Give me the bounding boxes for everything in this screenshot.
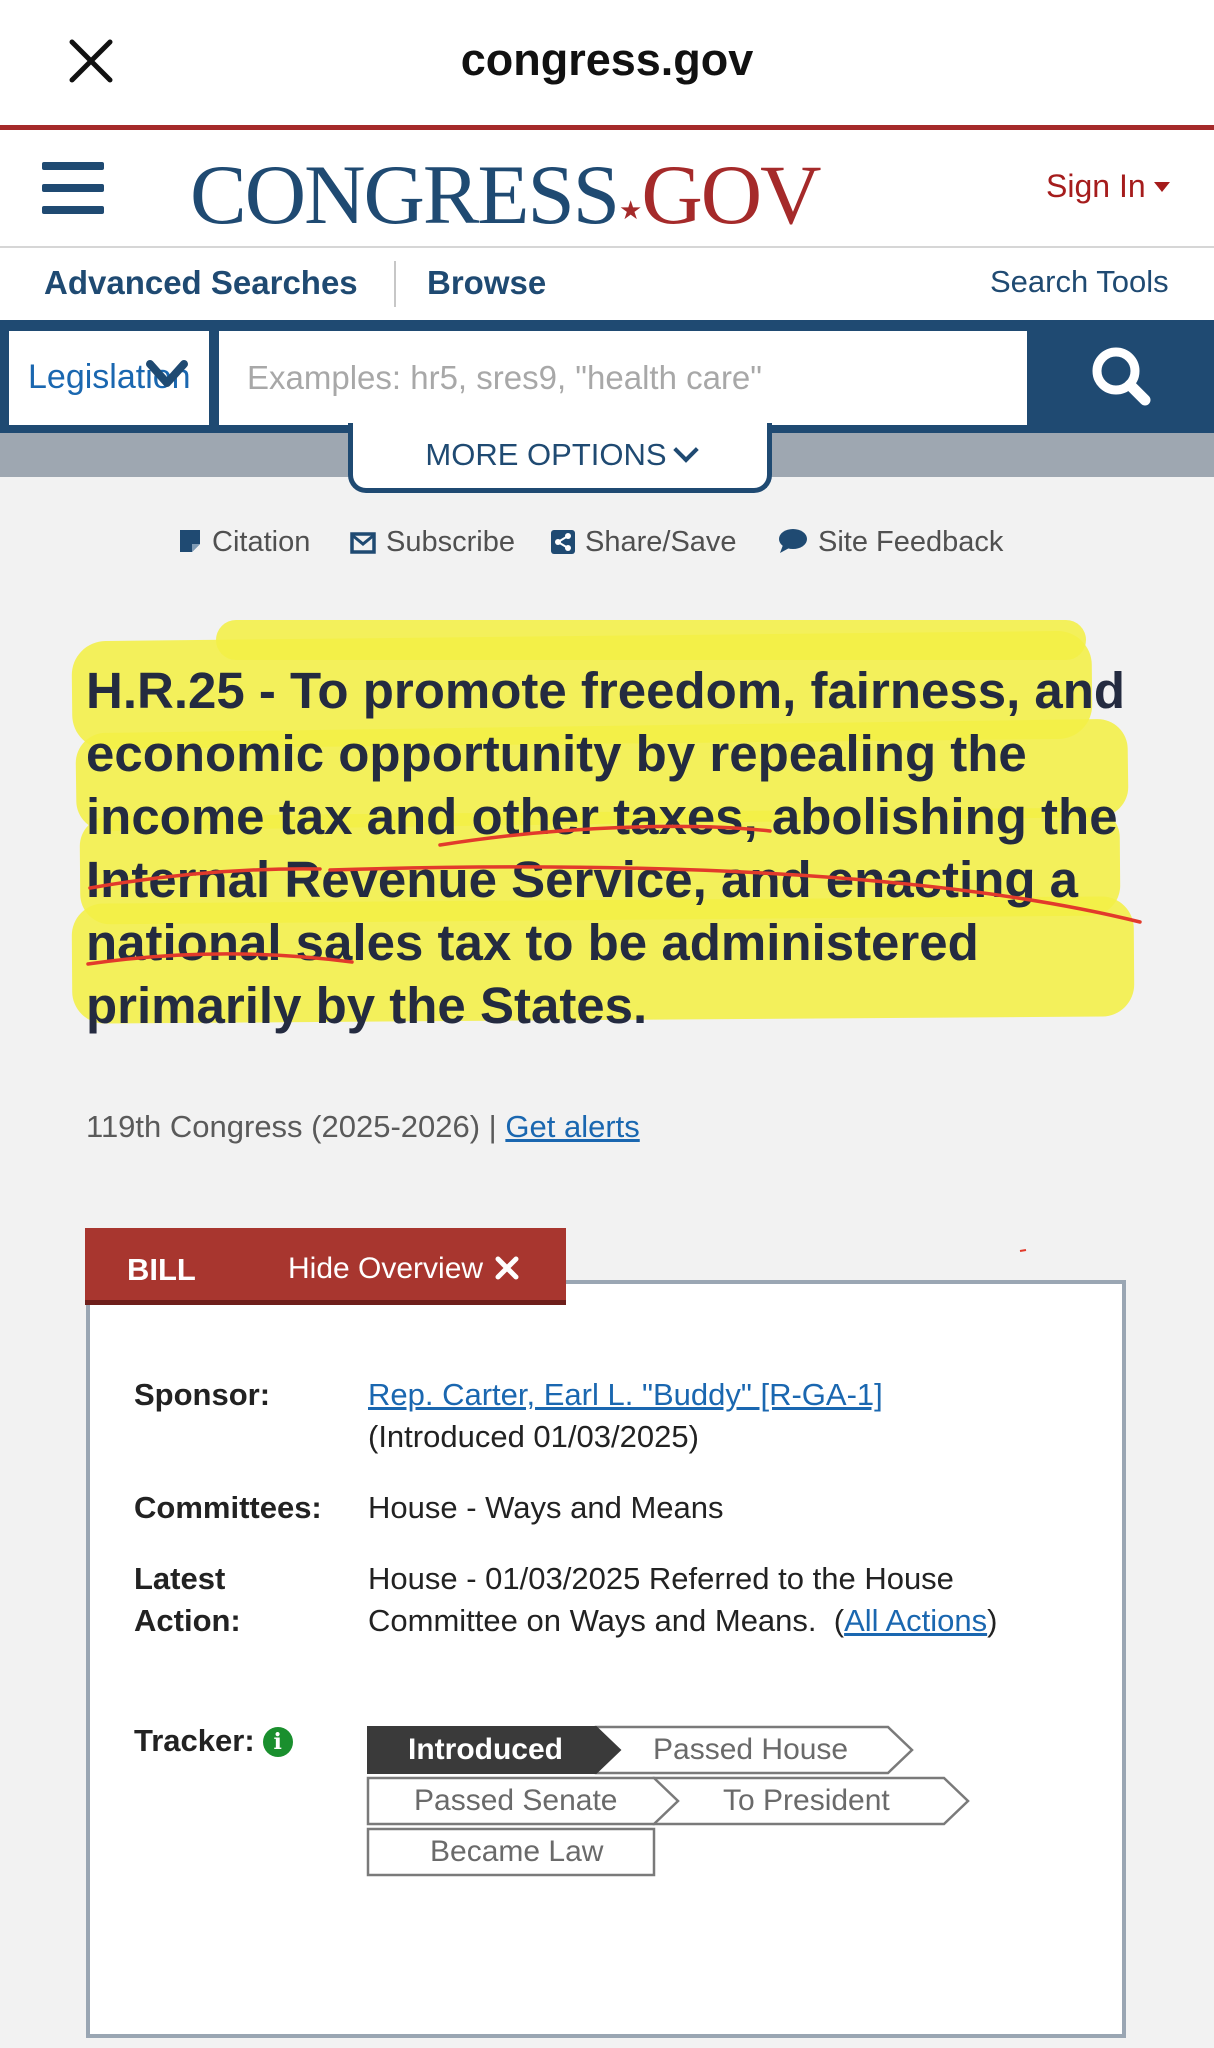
all-actions-link[interactable]: All Actions [844,1603,988,1638]
tracker-step-label: Passed Senate [414,1784,618,1817]
menu-icon[interactable] [42,162,104,214]
tracker-step-label: To President [723,1784,890,1817]
latest-action-label: Latest Action: [134,1561,241,1638]
caret-down-icon [1154,182,1170,192]
speech-bubble-icon [778,528,808,554]
envelope-icon [350,532,376,554]
latest-action-value: House - 01/03/2025 Referred to the House Committee on Ways and Means. (All Actions) [368,1561,998,1638]
congress-session: 119th Congress (2025-2026) | Get alerts [86,1109,640,1144]
tracker-step-label: Passed House [653,1733,849,1766]
search-icon[interactable] [1030,322,1214,432]
star-icon: ★ [619,196,641,225]
share-save-button[interactable]: Share/Save [551,526,737,559]
committees-value: House - Ways and Means [368,1490,724,1525]
advanced-searches-link[interactable]: Advanced Searches [44,264,358,301]
citation-icon [178,528,202,554]
tracker-step-label: Became Law [430,1835,604,1868]
sponsor-value: Rep. Carter, Earl L. "Buddy" [R-GA-1] (Introduced 01/03/2025) [368,1377,883,1454]
search-input[interactable] [219,331,1027,425]
committees-label: Committees: [134,1490,322,1525]
get-alerts-link[interactable]: Get alerts [505,1109,640,1144]
sponsor-label: Sponsor: [134,1377,271,1412]
bill-tab-label: BILL [127,1252,196,1287]
site-feedback-button[interactable]: Site Feedback [778,526,1003,559]
highlight-mark [216,620,1086,660]
info-icon[interactable]: i [263,1727,293,1757]
citation-button[interactable]: Citation [178,526,310,559]
collection-select-value: Legislation [28,358,191,396]
subscribe-button[interactable]: Subscribe [350,526,515,559]
tracker-step-label: Introduced [408,1733,563,1766]
chevron-down-icon [673,437,698,462]
more-options-button[interactable]: MORE OPTIONS [348,423,772,493]
sign-in-button[interactable]: Sign In [1046,168,1170,205]
sponsor-link[interactable]: Rep. Carter, Earl L. "Buddy" [R-GA-1] [368,1377,883,1412]
chevron-down-icon [145,356,189,392]
hide-overview-button[interactable]: Hide Overview [288,1252,519,1286]
site-logo[interactable]: CONGRESS★GOV [190,148,820,242]
browser-url: congress.gov [460,34,754,85]
share-icon [551,530,575,554]
bill-title: H.R.25 - To promote freedom, fairness, and economic opportunity by repealing the income tax and other taxes, abolishing the Internal Revenue Service, and enacting a national sales tax to be administered primarily by the States. [86,662,1126,1034]
browse-link[interactable]: Browse [427,264,547,301]
search-tools-link[interactable]: Search Tools [990,264,1169,299]
close-icon [495,1256,519,1280]
tracker-label: Tracker: i [134,1720,293,1762]
nav-divider [394,261,396,307]
